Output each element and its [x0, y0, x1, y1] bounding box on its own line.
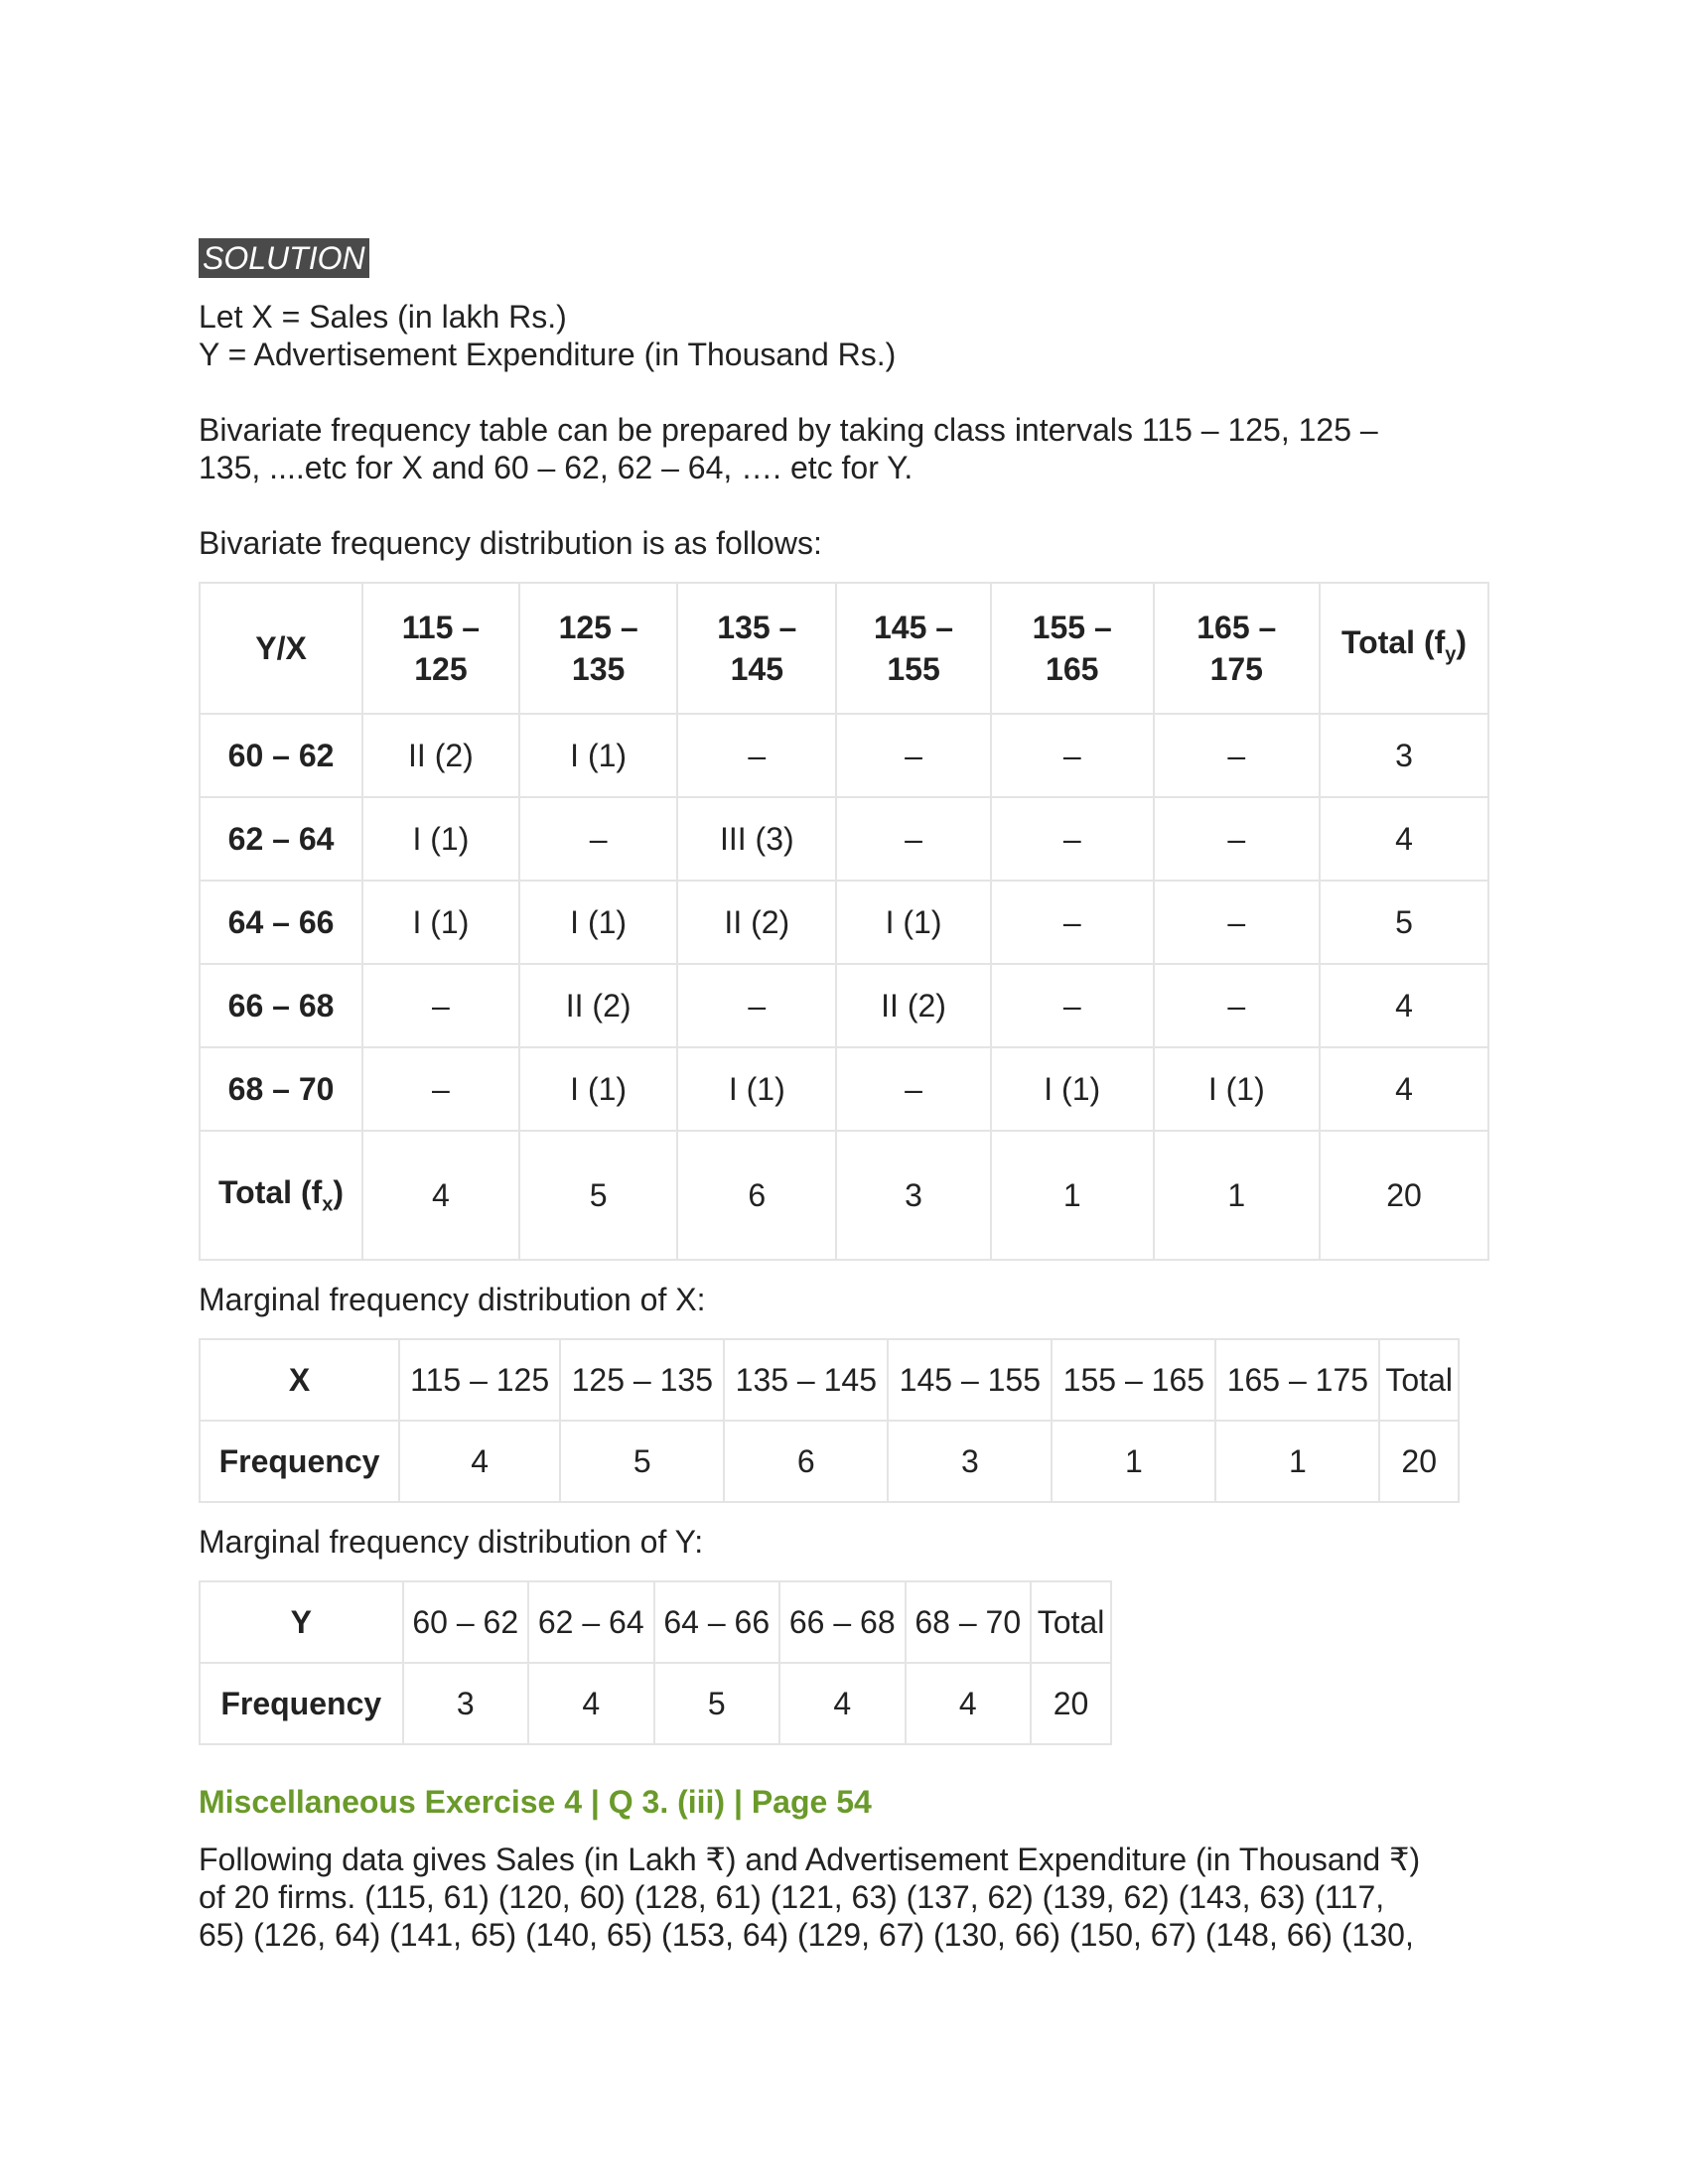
bivariate-frequency-table [199, 582, 1489, 1261]
question-line-3: 65) (126, 64) (141, 65) (140, 65) (153, 64) (129, 67) (130, 66) (150, 67) (148, 66) (130, [199, 1917, 1414, 1953]
frequency-label: Frequency [200, 1663, 403, 1744]
column-total: 1 [1154, 1131, 1321, 1260]
frequency-cell: 5 [654, 1663, 780, 1744]
corner-header: Y/X [200, 583, 362, 714]
table-cell: I (1) [991, 1047, 1154, 1131]
section-heading: Miscellaneous Exercise 4 | Q 3. (iii) | Page 54 [199, 1784, 872, 1820]
table-cell: III (3) [677, 797, 836, 881]
x-class-header: 145 – 155 [836, 583, 991, 714]
table-cell: – [1154, 881, 1321, 964]
document-page [199, 238, 1489, 1954]
marginal-x-table [199, 1338, 1460, 1503]
solution-label: SOLUTION [199, 238, 369, 278]
y-class-label: 68 – 70 [200, 1047, 362, 1131]
x-class-header: 115 – 125 [362, 583, 519, 714]
intro-line-1: Let X = Sales (in lakh Rs.) [199, 299, 567, 335]
paragraph-2: Bivariate frequency distribution is as follows: [199, 525, 822, 561]
y-class-label: 66 – 68 [200, 964, 362, 1047]
question-line-1: Following data gives Sales (in Lakh ₹) and Advertisement Expenditure (in Thousand ₹) [199, 1842, 1421, 1877]
table-cell: I (1) [1154, 1047, 1321, 1131]
y-class-cell: 68 – 70 [906, 1581, 1032, 1663]
table-cell: I (1) [519, 881, 678, 964]
table-cell: I (1) [519, 714, 678, 797]
table-row [200, 797, 1488, 881]
table-cell: I (1) [519, 1047, 678, 1131]
table-cell: – [1154, 964, 1321, 1047]
row-total: 4 [1320, 1047, 1488, 1131]
paragraph-1-line-1: Bivariate frequency table can be prepared by taking class intervals 115 – 125, 125 – [199, 412, 1378, 448]
frequency-cell: 5 [560, 1421, 724, 1502]
y-class-label: 60 – 62 [200, 714, 362, 797]
table-cell: II (2) [677, 881, 836, 964]
table-row [200, 1047, 1488, 1131]
x-class-cell: 145 – 155 [888, 1339, 1052, 1421]
frequency-cell: 6 [724, 1421, 888, 1502]
table-cell: II (2) [519, 964, 678, 1047]
table-cell: – [836, 797, 991, 881]
table-cell: – [1154, 797, 1321, 881]
y-class-label: 62 – 64 [200, 797, 362, 881]
column-total: 5 [519, 1131, 678, 1260]
row-total: 3 [1320, 714, 1488, 797]
column-total: 4 [362, 1131, 519, 1260]
x-class-cell: 125 – 135 [560, 1339, 724, 1421]
table-row [200, 881, 1488, 964]
x-class-header: 165 – 175 [1154, 583, 1321, 714]
frequency-label: Frequency [200, 1421, 399, 1502]
x-header-label: X [200, 1339, 399, 1421]
table-cell: – [519, 797, 678, 881]
y-class-cell: 60 – 62 [403, 1581, 529, 1663]
grand-total: 20 [1320, 1131, 1488, 1260]
paragraph-1-line-2: 135, ....etc for X and 60 – 62, 62 – 64, …. etc for Y. [199, 450, 914, 485]
frequency-cell: 4 [906, 1663, 1032, 1744]
x-class-cell: 115 – 125 [399, 1339, 560, 1421]
table-cell: – [836, 714, 991, 797]
table-cell: I (1) [362, 797, 519, 881]
frequency-total: 20 [1379, 1421, 1459, 1502]
table-cell: – [677, 964, 836, 1047]
table-row [200, 964, 1488, 1047]
row-total: 4 [1320, 964, 1488, 1047]
y-header-label: Y [200, 1581, 403, 1663]
y-class-cell: 66 – 68 [779, 1581, 906, 1663]
column-total: 1 [991, 1131, 1154, 1260]
frequency-cell: 1 [1052, 1421, 1215, 1502]
table-cell: – [991, 797, 1154, 881]
table-cell: II (2) [836, 964, 991, 1047]
frequency-cell: 4 [399, 1421, 560, 1502]
table-cell: – [677, 714, 836, 797]
y-class-cell: 62 – 64 [528, 1581, 654, 1663]
x-class-header: 135 – 145 [677, 583, 836, 714]
table-row [200, 1339, 1459, 1421]
total-fy-header: Total $(f_y)$ [1320, 583, 1488, 714]
marginal-x-title: Marginal frequency distribution of X: [199, 1282, 706, 1317]
table-row [200, 714, 1488, 797]
column-total: 6 [677, 1131, 836, 1260]
question-line-2: of 20 firms. (115, 61) (120, 60) (128, 61) (121, 63) (137, 62) (139, 62) (143, 63) (117, [199, 1879, 1385, 1915]
frequency-cell: 4 [779, 1663, 906, 1744]
table-header-row [200, 583, 1488, 714]
table-cell: – [1154, 714, 1321, 797]
frequency-cell: 4 [528, 1663, 654, 1744]
table-cell: I (1) [836, 881, 991, 964]
column-total: 3 [836, 1131, 991, 1260]
y-class-cell: 64 – 66 [654, 1581, 780, 1663]
table-row [200, 1421, 1459, 1502]
marginal-y-title: Marginal frequency distribution of Y: [199, 1524, 704, 1560]
x-class-cell: 155 – 165 [1052, 1339, 1215, 1421]
total-fx-row [200, 1131, 1488, 1260]
table-row [200, 1663, 1111, 1744]
table-cell: I (1) [677, 1047, 836, 1131]
frequency-cell: 3 [888, 1421, 1052, 1502]
row-total: 4 [1320, 797, 1488, 881]
table-row [200, 1581, 1111, 1663]
x-class-cell: 165 – 175 [1215, 1339, 1379, 1421]
table-cell: I (1) [362, 881, 519, 964]
intro-line-2: Y = Advertisement Expenditure (in Thousand Rs.) [199, 337, 897, 372]
table-cell: II (2) [362, 714, 519, 797]
marginal-y-table [199, 1580, 1112, 1745]
frequency-cell: 3 [403, 1663, 529, 1744]
x-total-header: Total [1379, 1339, 1459, 1421]
table-cell: – [836, 1047, 991, 1131]
table-cell: – [991, 714, 1154, 797]
table-cell: – [362, 1047, 519, 1131]
y-total-header: Total [1031, 1581, 1111, 1663]
x-class-cell: 135 – 145 [724, 1339, 888, 1421]
x-class-header: 155 – 165 [991, 583, 1154, 714]
table-cell: – [362, 964, 519, 1047]
row-total: 5 [1320, 881, 1488, 964]
y-class-label: 64 – 66 [200, 881, 362, 964]
table-cell: – [991, 881, 1154, 964]
frequency-cell: 1 [1215, 1421, 1379, 1502]
x-class-header: 125 – 135 [519, 583, 678, 714]
frequency-total: 20 [1031, 1663, 1111, 1744]
total-fx-label: Total $(f_x)$ [200, 1131, 362, 1260]
table-cell: – [991, 964, 1154, 1047]
